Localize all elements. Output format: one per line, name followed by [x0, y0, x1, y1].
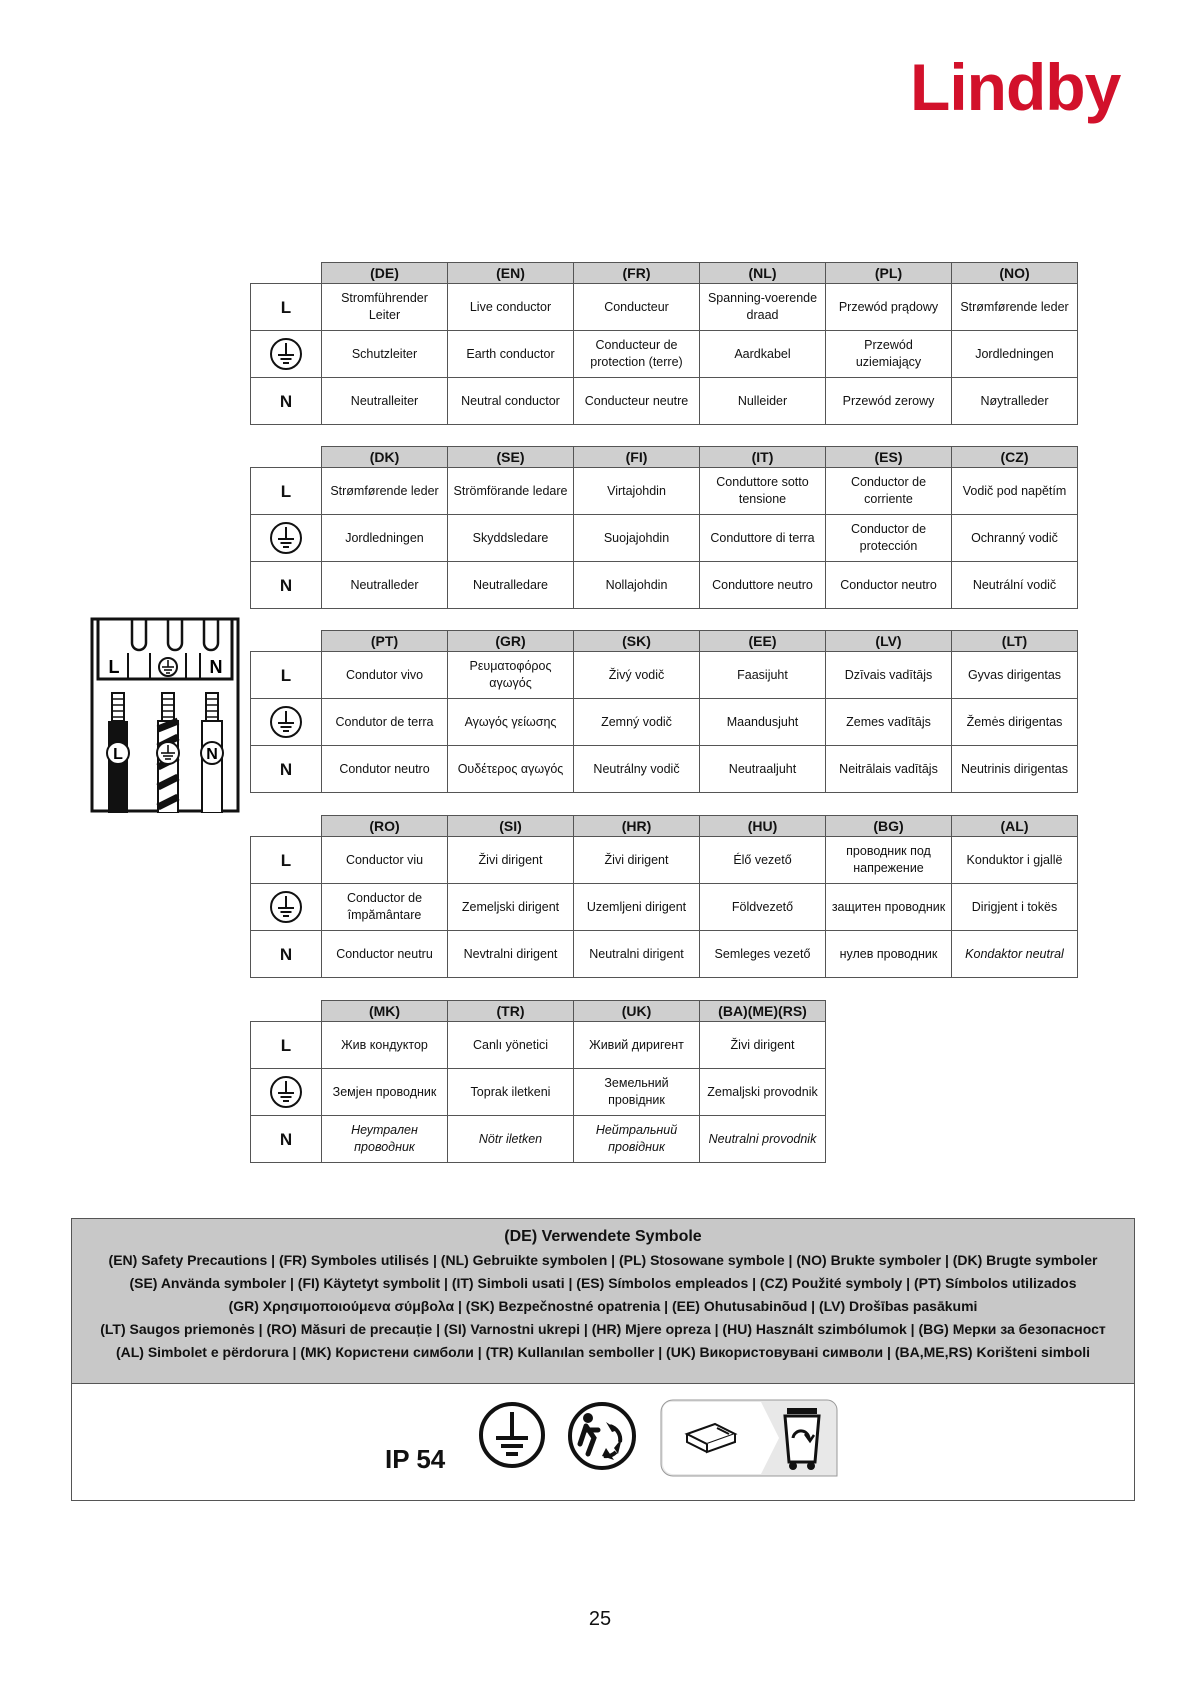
table-cell: Živi dirigent: [448, 837, 574, 884]
country-header: (FI): [574, 447, 700, 468]
table-row: [251, 378, 1078, 425]
earth-ground-icon: [251, 699, 322, 746]
earth-ground-icon: [251, 884, 322, 931]
table-cell: Conductor viu: [322, 837, 448, 884]
country-header: (GR): [448, 631, 574, 652]
table-cell: Αγωγός γείωσης: [448, 699, 574, 746]
table-cell: Neutraaljuht: [700, 746, 826, 793]
table-row: [251, 1116, 826, 1163]
neutral-symbol: N: [251, 562, 322, 609]
table-cell: Canlı yönetici: [448, 1022, 574, 1069]
table-cell: защитен проводник: [826, 884, 952, 931]
live-symbol: L: [251, 284, 322, 331]
table-cell: Suojajohdin: [574, 515, 700, 562]
weee-disposal-icon: [659, 1398, 839, 1478]
table-cell: Dzīvais vadītājs: [826, 652, 952, 699]
table-cell: Ρευματοφόρος αγωγός: [448, 652, 574, 699]
terminal-label-l: L: [108, 657, 120, 677]
table-cell: Kondaktor neutral: [952, 931, 1078, 978]
table-cell: Live conductor: [448, 284, 574, 331]
symbols-header: [72, 1219, 1134, 1384]
table-row: [251, 562, 1078, 609]
table-cell: Schutzleiter: [322, 331, 448, 378]
table-cell: Semleges vezető: [700, 931, 826, 978]
table-row: [251, 837, 1078, 884]
table-cell: Nøytralleder: [952, 378, 1078, 425]
table-cell: Žemės dirigentas: [952, 699, 1078, 746]
table-row: [251, 1069, 826, 1116]
table-cell: Condutor de terra: [322, 699, 448, 746]
country-header: (BA)(ME)(RS): [700, 1001, 826, 1022]
country-header: (EN): [448, 263, 574, 284]
country-header: (ES): [826, 447, 952, 468]
table-cell: Жив кондуктор: [322, 1022, 448, 1069]
table-cell: Gyvas dirigentas: [952, 652, 1078, 699]
table-cell: Conducteur de protection (terre): [574, 331, 700, 378]
table-cell: Przewód uziemiający: [826, 331, 952, 378]
country-header: (HR): [574, 816, 700, 837]
table-cell: Dirigjent i tokës: [952, 884, 1078, 931]
table-cell: Aardkabel: [700, 331, 826, 378]
page-number: 25: [588, 1608, 612, 1630]
table-cell: Condutor vivo: [322, 652, 448, 699]
table-row: [251, 331, 1078, 378]
country-header: (DK): [322, 447, 448, 468]
table-cell: Conduttore neutro: [700, 562, 826, 609]
table-cell: Conducteur: [574, 284, 700, 331]
wire-label-n: N: [206, 746, 218, 763]
terminal-label-n: N: [209, 657, 223, 677]
table-cell: Conductor de protección: [826, 515, 952, 562]
table-cell: Stromführender Leiter: [322, 284, 448, 331]
conductor-table-5: [250, 1000, 826, 1163]
table-cell: Zemaljski provodnik: [700, 1069, 826, 1116]
table-cell: Earth conductor: [448, 331, 574, 378]
table-cell: Neutrální vodič: [952, 562, 1078, 609]
table-cell: Neitrālais vadītājs: [826, 746, 952, 793]
table-cell: Spanning-voerende draad: [700, 284, 826, 331]
table-cell: Uzemljeni dirigent: [574, 884, 700, 931]
country-header: (UK): [574, 1001, 700, 1022]
conductor-table-3: [250, 630, 1078, 793]
conductor-table-2: [250, 446, 1078, 609]
table-cell: Jordledningen: [322, 515, 448, 562]
table-cell: Neutralleder: [322, 562, 448, 609]
table-cell: Conductor de împământare: [322, 884, 448, 931]
wire-label-l: L: [113, 746, 123, 763]
country-header: (RO): [322, 816, 448, 837]
recycle-bin-icon: [785, 1408, 819, 1470]
table-cell: Przewód prądowy: [826, 284, 952, 331]
symbols-title: (DE) Verwendete Symbole: [504, 1228, 702, 1245]
country-header: (SK): [574, 631, 700, 652]
table-cell: Неутрален проводник: [322, 1116, 448, 1163]
table-cell: нулев проводник: [826, 931, 952, 978]
table-row: [251, 1022, 826, 1069]
table-cell: Toprak iletkeni: [448, 1069, 574, 1116]
table-row: [251, 931, 1078, 978]
country-header: (NO): [952, 263, 1078, 284]
table-cell: Zemeljski dirigent: [448, 884, 574, 931]
table-cell: Földvezető: [700, 884, 826, 931]
table-cell: Nötr iletken: [448, 1116, 574, 1163]
wiring-terminal-diagram: [90, 617, 240, 813]
symbols-line: (EN) Safety Precautions | (FR) Symboles utilisés | (NL) Gebruikte symbolen | (PL) Stosowane symbole | (NO) Brukte symboler | (DK) Brugte symboler: [108, 1252, 1098, 1268]
country-header: (PT): [322, 631, 448, 652]
table-cell: Przewód zerowy: [826, 378, 952, 425]
neutral-symbol: N: [251, 1116, 322, 1163]
table-cell: Živý vodič: [574, 652, 700, 699]
country-header: (MK): [322, 1001, 448, 1022]
symbols-line: (LT) Saugos priemonės | (RO) Măsuri de precauție | (SI) Varnostni ukrepi | (HR) Mjere opreza | (HU) Használt szimbólumok | (BG) Мерки за безопасност: [100, 1321, 1106, 1337]
table-cell: Živi dirigent: [700, 1022, 826, 1069]
table-cell: Faasijuht: [700, 652, 826, 699]
symbols-box: [71, 1218, 1135, 1501]
symbols-line: (GR) Χρησιμοποιούμενα σύμβολα | (SK) Bezpečnostné opatrenia | (EE) Ohutusabinõud | (LV) Drošības pasākumi: [228, 1298, 978, 1314]
country-header: (TR): [448, 1001, 574, 1022]
table-row: [251, 284, 1078, 331]
table-row: [251, 884, 1078, 931]
table-cell: Нейтральний провідник: [574, 1116, 700, 1163]
table-cell: Conductor neutro: [826, 562, 952, 609]
table-cell: Ochranný vodič: [952, 515, 1078, 562]
country-header: (SE): [448, 447, 574, 468]
table-row: [251, 746, 1078, 793]
symbols-icons-row: [72, 1384, 1134, 1499]
table-cell: Neutralni dirigent: [574, 931, 700, 978]
country-header: (HU): [700, 816, 826, 837]
table-cell: Conducteur neutre: [574, 378, 700, 425]
live-symbol: L: [251, 652, 322, 699]
country-header: (PL): [826, 263, 952, 284]
conductor-table-1: [250, 262, 1078, 425]
table-cell: Condutor neutro: [322, 746, 448, 793]
table-cell: Neutrálny vodič: [574, 746, 700, 793]
table-cell: Skyddsledare: [448, 515, 574, 562]
table-cell: Nulleider: [700, 378, 826, 425]
country-header: (CZ): [952, 447, 1078, 468]
table-cell: Strömförande ledare: [448, 468, 574, 515]
country-header: (LT): [952, 631, 1078, 652]
table-cell: Ουδέτερος αγωγός: [448, 746, 574, 793]
country-header: (LV): [826, 631, 952, 652]
table-cell: Strømførende leder: [322, 468, 448, 515]
table-cell: Strømførende leder: [952, 284, 1078, 331]
table-cell: Vodič pod napětím: [952, 468, 1078, 515]
table-cell: Zemes vadītājs: [826, 699, 952, 746]
table-cell: Conductor de corriente: [826, 468, 952, 515]
neutral-symbol: N: [251, 931, 322, 978]
table-cell: Neutralledare: [448, 562, 574, 609]
country-header: (EE): [700, 631, 826, 652]
country-header: (NL): [700, 263, 826, 284]
table-row: [251, 652, 1078, 699]
table-cell: Живий диригент: [574, 1022, 700, 1069]
table-cell: Konduktor i gjallë: [952, 837, 1078, 884]
table-row: [251, 468, 1078, 515]
table-row: [251, 515, 1078, 562]
country-header: (AL): [952, 816, 1078, 837]
table-cell: Zemný vodič: [574, 699, 700, 746]
table-cell: Nevtralni dirigent: [448, 931, 574, 978]
table-cell: Conduttore di terra: [700, 515, 826, 562]
table-cell: Conductor neutru: [322, 931, 448, 978]
table-cell: Neutrinis dirigentas: [952, 746, 1078, 793]
live-symbol: L: [251, 1022, 322, 1069]
country-header: (IT): [700, 447, 826, 468]
table-cell: Земјен проводник: [322, 1069, 448, 1116]
table-cell: проводник под напрежение: [826, 837, 952, 884]
neutral-symbol: N: [251, 746, 322, 793]
table-cell: Živi dirigent: [574, 837, 700, 884]
table-cell: Neutralni provodnik: [700, 1116, 826, 1163]
triman-recycling-icon: [566, 1400, 638, 1472]
conductor-table-4: [250, 815, 1078, 978]
symbols-line: (SE) Använda symboler | (FI) Käytetyt symbolit | (IT) Simboli usati | (ES) Símbolos empleados | (CZ) Použité symboly | (PT) Símbolos utilizados: [129, 1275, 1077, 1291]
ip-rating: IP 54: [385, 1444, 446, 1474]
earth-ground-icon: [251, 515, 322, 562]
earth-ground-icon: [251, 331, 322, 378]
lindby-logo: [906, 42, 1146, 142]
earth-ground-icon: [477, 1400, 547, 1470]
table-cell: Élő vezető: [700, 837, 826, 884]
table-cell: Земельний провідник: [574, 1069, 700, 1116]
table-cell: Virtajohdin: [574, 468, 700, 515]
logo-text: Lindby: [910, 50, 1121, 124]
live-symbol: L: [251, 837, 322, 884]
table-row: [251, 699, 1078, 746]
earth-ground-icon: [251, 1069, 322, 1116]
country-header: (FR): [574, 263, 700, 284]
table-cell: Maandusjuht: [700, 699, 826, 746]
country-header: (BG): [826, 816, 952, 837]
table-cell: Neutralleiter: [322, 378, 448, 425]
country-header: (DE): [322, 263, 448, 284]
table-cell: Jordledningen: [952, 331, 1078, 378]
table-cell: Nollajohdin: [574, 562, 700, 609]
table-cell: Neutral conductor: [448, 378, 574, 425]
symbols-line: (AL) Simbolet e përdorura | (MK) Користени симболи | (TR) Kullanılan semboller | (UK) Використовувані символи | (BA,ME,RS) Korišteni simboli: [115, 1344, 1091, 1360]
neutral-symbol: N: [251, 378, 322, 425]
table-cell: Conduttore sotto tensione: [700, 468, 826, 515]
live-symbol: L: [251, 468, 322, 515]
country-header: (SI): [448, 816, 574, 837]
